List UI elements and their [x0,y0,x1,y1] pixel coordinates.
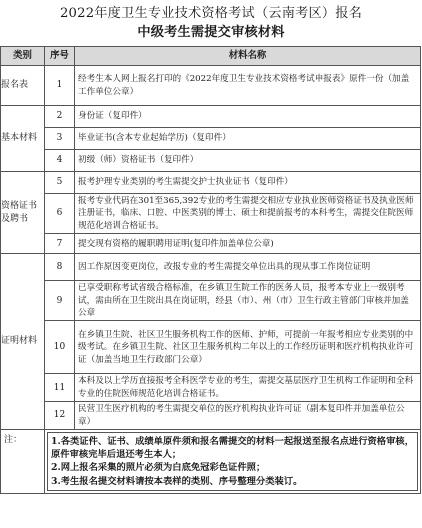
material-cell: 已享受职称考试省级合格标准，在乡镇卫生院工作的医务人员，报考本专业上一级别考试，需由所在卫生院出具在岗证明，经县（市）、州（市）卫生行政主管部门审核并加盖公章 [75,281,421,321]
table-row [1,234,421,254]
index-cell: 3 [45,128,75,150]
title-line-2: 中级考生需提交审核材料 [137,25,285,40]
index-cell: 8 [45,254,75,281]
table-row [1,172,421,194]
index-cell: 7 [45,234,75,254]
index-cell: 1 [45,66,75,106]
material-cell: 初级（师）资格证书（复印件） [75,150,421,172]
material-cell: 报考护理专业类别的考生需提交护士执业证书（复印件） [75,172,421,194]
header-index: 序号 [45,47,75,66]
document-title [0,0,422,42]
index-cell: 6 [45,194,75,234]
index-cell: 2 [45,106,75,128]
header-material: 材料名称 [75,47,421,66]
note-item: 3.考生报名提交材料请按本表样的类别、序号整理分类装订。 [51,475,303,487]
category-cell: 基本材料 [1,106,45,172]
category-cell: 资格证书及聘书 [1,172,45,254]
index-cell: 5 [45,172,75,194]
table-row [1,128,421,150]
material-cell: 民营卫生医疗机构的考生需提交单位的医疗机构执业许可证（副本复印件并加盖单位公章） [75,402,421,430]
notes-box [47,432,418,491]
table-row [1,254,421,281]
table-row [1,402,421,430]
notes-label: 注： [1,430,45,494]
index-cell: 11 [45,374,75,402]
material-cell: 提交现有资格的履职聘用证明(复印件加盖单位公章) [75,234,421,254]
category-cell: 报名表 [1,66,45,106]
material-cell: 因工作原因变更岗位，改报专业的考生需提交单位出具的现从事工作岗位证明 [75,254,421,281]
title-line-1: 2022年度卫生专业技术资格考试（云南考区）报名 [59,6,363,21]
material-cell: 毕业证书(含本专业起始学历)（复印件） [75,128,421,150]
material-cell: 在乡镇卫生院、社区卫生服务机构工作的医师、护师，可提前一年报考相应专业类别的中级考试。在乡镇卫生院、社区卫生服务机构二年以上的工作经历证明和医疗机构执业许可证（加盖当地卫生行政部门公章） [75,321,421,374]
notes-row [1,430,421,494]
header-category: 类别 [1,47,45,66]
index-cell: 10 [45,321,75,374]
index-cell: 12 [45,402,75,430]
material-cell: 身份证（复印件） [75,106,421,128]
material-cell: 本科及以上学历直接报考全科医学专业的考生，需提交基层医疗卫生机构工作证明和全科专业的住院医师规范化培训合格证书。 [75,374,421,402]
note-item: 1.各类证件、证书、成绩单原件须和报名需提交的材料一起报送至报名点进行资格审核，原件审核完毕后退还考生本人； [51,436,414,461]
table-row [1,374,421,402]
table-row [1,281,421,321]
index-cell: 9 [45,281,75,321]
material-cell: 报考专业代码在301至365,392专业的考生需提交相应专业执业医师资格证书及执业医师注册证书，临床、口腔、中医类别的博士、硕士和提前报考的本科考生，需提交住院医师规范化培训合格证书。 [75,194,421,234]
table-row [1,150,421,172]
table-row [1,321,421,374]
notes-cell [45,430,421,494]
table-header-row [1,47,421,66]
table-row [1,106,421,128]
materials-table [0,46,421,494]
category-cell: 证明材料 [1,254,45,430]
table-row [1,66,421,106]
note-item: 2.网上报名采集的照片必须为白底免冠彩色证件照； [51,462,266,474]
index-cell: 4 [45,150,75,172]
table-row [1,194,421,234]
material-cell: 经考生本人网上报名打印的《2022年度卫生专业技术资格考试申报表》原件一份（加盖工作单位公章） [75,66,421,106]
